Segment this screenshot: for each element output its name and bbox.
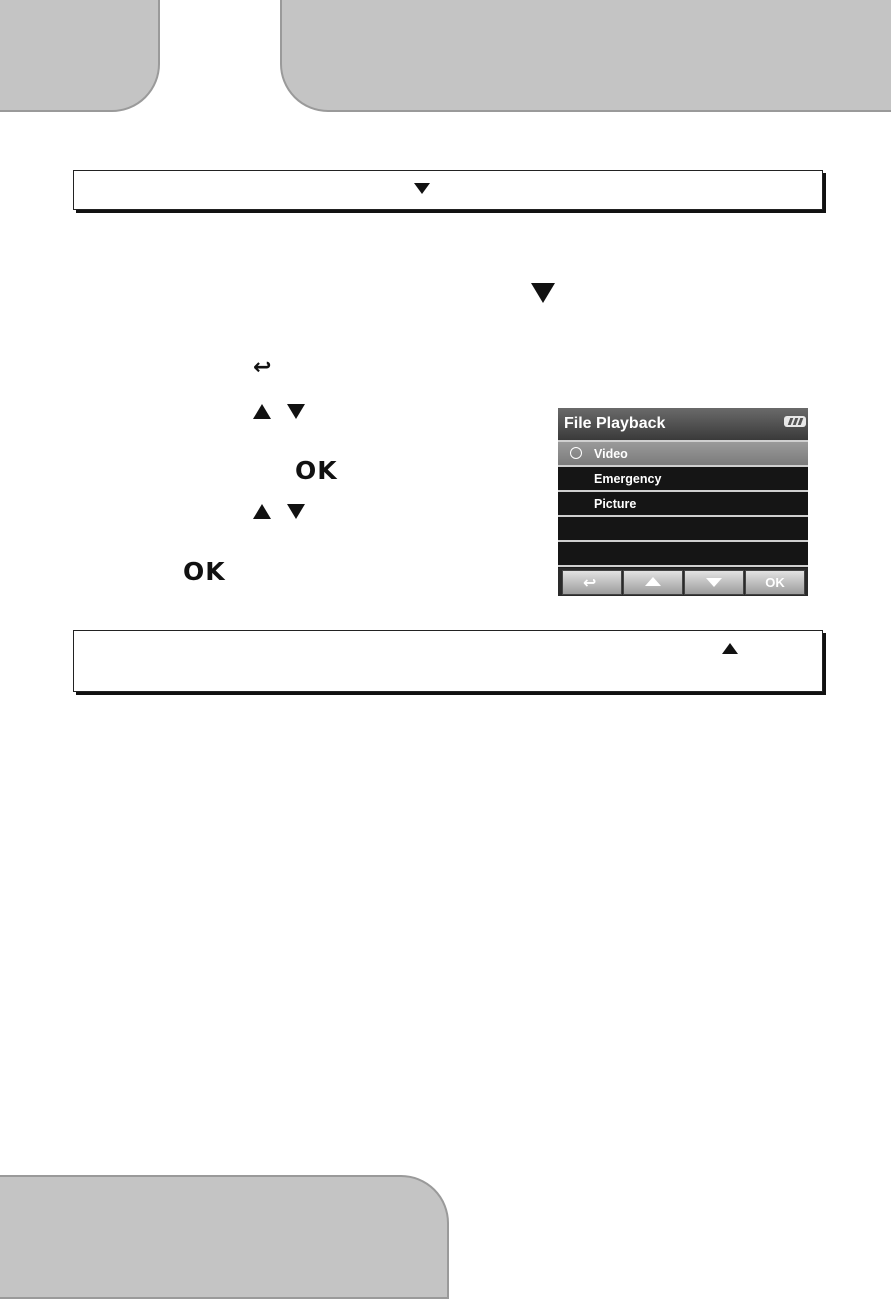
menu-item-video[interactable] — [558, 442, 808, 467]
screen-toolbar — [558, 568, 808, 596]
footer-tab — [0, 1175, 449, 1299]
return-arrow-icon: ↩ — [253, 355, 272, 380]
ok-button[interactable] — [745, 570, 805, 595]
triangle-down-icon — [287, 504, 305, 519]
screen-header — [558, 408, 808, 442]
triangle-up-icon — [253, 404, 271, 419]
triangle-down-icon — [414, 183, 430, 194]
back-button[interactable] — [562, 570, 622, 595]
screen-title: File Playback — [564, 415, 666, 432]
triangle-down-icon — [706, 578, 722, 587]
menu-item-empty — [558, 542, 808, 567]
header-tab-left — [0, 0, 160, 112]
triangle-up-icon — [645, 577, 661, 586]
down-button[interactable] — [684, 570, 744, 595]
triangle-down-icon — [531, 283, 555, 303]
device-screen — [558, 408, 808, 596]
up-button[interactable] — [623, 570, 683, 595]
note-box-bottom — [73, 630, 823, 692]
header-tab-right — [280, 0, 891, 112]
triangle-down-icon — [287, 404, 305, 419]
ok-button-label: OK — [765, 575, 785, 590]
menu-item-label: Video — [594, 447, 628, 461]
menu-item-picture[interactable] — [558, 492, 808, 517]
ok-symbol: OK — [295, 456, 338, 485]
ok-symbol: OK — [183, 557, 226, 586]
triangle-up-icon — [253, 504, 271, 519]
menu-item-label: Picture — [594, 497, 637, 511]
radio-icon — [570, 447, 582, 459]
menu-item-empty — [558, 517, 808, 542]
menu-item-label: Emergency — [594, 472, 662, 486]
battery-icon — [784, 416, 806, 427]
return-arrow-icon: ↩ — [583, 573, 597, 592]
menu-item-emergency[interactable] — [558, 467, 808, 492]
note-box-top — [73, 170, 823, 210]
triangle-up-icon — [722, 643, 738, 654]
